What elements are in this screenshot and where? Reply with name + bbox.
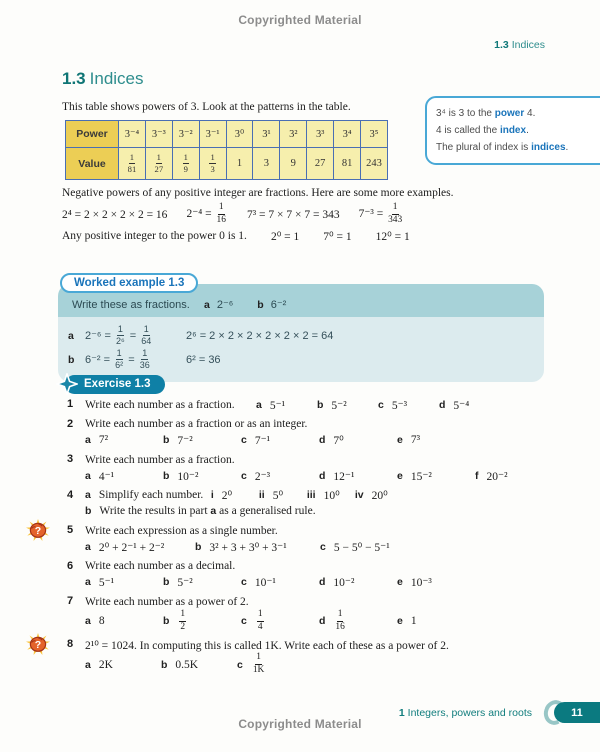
problem-part <box>320 540 390 554</box>
problem-part <box>195 540 320 554</box>
copyright-notice-top: Copyrighted Material <box>238 13 362 27</box>
problem-part <box>317 398 378 412</box>
problem-row <box>85 504 600 519</box>
answer-expression: 6⁻² = $\frac{1}{\text{6²}}$ = $\frac{1}{36}$ <box>85 347 150 371</box>
problem-part <box>378 398 439 412</box>
question-part <box>204 298 233 311</box>
power-cell: 3⁴ <box>334 121 361 148</box>
intro-paragraph: This table shows powers of 3. Look at the patterns in the table. <box>62 101 351 113</box>
part-label: c <box>241 469 247 482</box>
problem-part <box>241 433 319 447</box>
problem-part <box>163 610 241 633</box>
part-label: a <box>85 434 91 446</box>
problem-part <box>319 575 397 589</box>
problem-parts <box>85 575 475 589</box>
negative-powers-examples <box>62 203 552 226</box>
fraction <box>116 325 125 347</box>
part-value <box>255 610 266 633</box>
part-value: 7² <box>98 434 109 446</box>
zero-power-example: 2⁰ = 1 <box>270 231 300 243</box>
section-name: Indices <box>89 69 144 88</box>
part-value <box>177 610 188 633</box>
part-value: 10⁻² <box>177 470 199 483</box>
fraction-denominator: 16 <box>216 215 226 225</box>
part-value: 2⁰ + 2⁻¹ + 2⁻² <box>98 541 165 554</box>
part-value: 10⁻³ <box>410 577 432 589</box>
problem-parts <box>85 433 475 447</box>
copyright-notice-bottom: Copyrighted Material <box>238 717 362 731</box>
value-row-header: Value <box>66 148 119 180</box>
power-row-header: Power <box>66 121 119 148</box>
negative-powers-intro: Negative powers of any positive integer are fractions. Here are some more examples. <box>62 187 454 199</box>
problem-part <box>85 434 163 446</box>
problem-number: 5 <box>67 524 74 536</box>
negative-powers-section <box>62 187 552 243</box>
problem-number: 7 <box>67 595 74 607</box>
problem-part <box>85 575 163 589</box>
part-label: b <box>195 540 202 553</box>
fraction <box>388 203 402 226</box>
fraction-numerator: 1 <box>209 153 215 164</box>
powers-of-3-table <box>65 120 388 180</box>
fraction-denominator: 3 <box>210 164 215 174</box>
problem-part <box>256 398 317 412</box>
chapter-number: 1 <box>398 707 405 719</box>
fraction-numerator: 1 <box>156 153 162 164</box>
problem-part <box>163 575 241 589</box>
part-value: 7⁻² <box>177 435 193 447</box>
running-head <box>494 39 545 51</box>
problem-part <box>85 469 163 483</box>
worked-example-box <box>58 284 544 382</box>
keyword-bold: indices <box>531 142 566 154</box>
part-value: 5⁻² <box>177 577 193 589</box>
part-value: 10⁻¹ <box>254 577 276 589</box>
part-label: e <box>397 576 403 588</box>
part-value: 20⁻² <box>486 470 508 483</box>
section-number: 1.3 <box>62 69 86 88</box>
problem-number: 2 <box>67 417 74 430</box>
power-cell: 3² <box>280 121 307 148</box>
fraction-denominator: 16 <box>335 621 345 632</box>
problem-number: 1 <box>67 398 74 410</box>
problem-row <box>85 575 600 590</box>
part-label: b <box>163 576 170 588</box>
problem-text: Write each number as a power of 2. <box>85 595 249 608</box>
problem-part <box>397 575 475 589</box>
problem-row <box>85 468 600 483</box>
part-label: iii <box>306 489 316 501</box>
part-value: 5⁻² <box>331 399 347 412</box>
part-label: d <box>439 398 446 411</box>
problem-part <box>237 653 313 676</box>
part-value: 7³ <box>410 434 421 446</box>
svg-text:?: ? <box>34 525 42 537</box>
power-cell: 3⁻³ <box>145 121 172 148</box>
problem-row <box>85 397 600 412</box>
chapter-title: Integers, powers and roots <box>407 707 532 719</box>
problem-text: Simplify each number. <box>98 489 204 501</box>
fraction-numerator: 1 <box>116 349 123 360</box>
problem-part <box>85 540 195 554</box>
answer-label: a <box>68 329 74 342</box>
problem-text: Write the results in part a as a generalised rule. <box>99 505 316 517</box>
part-label: b <box>257 298 264 311</box>
problem-rows <box>85 397 600 412</box>
power-cell: 3³ <box>307 121 334 148</box>
part-label: d <box>319 615 326 628</box>
problem-rows <box>85 523 600 554</box>
problem-part <box>397 615 475 627</box>
fraction <box>140 349 150 371</box>
part-label: d <box>319 434 326 446</box>
problem-rows <box>85 452 600 483</box>
fraction-numerator: 1 <box>337 610 344 622</box>
value-cell: 9 <box>280 148 307 180</box>
answer-label: b <box>68 353 75 366</box>
part-value: 5⁰ <box>272 490 284 502</box>
part-label: a <box>85 658 91 671</box>
problem-part <box>259 488 307 502</box>
problem-part <box>307 488 355 502</box>
part-label: e <box>397 469 403 482</box>
fraction-denominator: 64 <box>141 336 152 347</box>
value-cell <box>172 148 199 180</box>
part-label: e <box>397 615 403 628</box>
part-value: 12⁻¹ <box>333 470 355 483</box>
value-cell: 81 <box>334 148 361 180</box>
answer-working: 2⁶ = 2 × 2 × 2 × 2 × 2 × 2 = 64 <box>186 329 334 342</box>
part-label: i <box>210 489 214 501</box>
exercise-problem <box>58 452 600 483</box>
part-label: d <box>319 469 326 482</box>
math-example: 7³ = 7 × 7 × 7 = 343 <box>246 208 340 221</box>
value-cell: 27 <box>307 148 334 180</box>
svg-text:?: ? <box>34 639 42 652</box>
answer-working: 6² = 36 <box>186 353 221 366</box>
part-label: c <box>241 576 247 588</box>
keyword-bold: a <box>210 505 217 517</box>
problem-row <box>85 433 600 448</box>
problem-number: 3 <box>67 453 74 465</box>
brain-question-icon <box>26 633 50 657</box>
power-cell: 3⁻¹ <box>199 121 226 148</box>
fraction-numerator: 1 <box>179 610 186 622</box>
problem-part <box>163 469 241 483</box>
part-value: 2⁻⁶ <box>216 299 234 311</box>
brain-question-icon <box>26 519 50 543</box>
problem-part <box>211 488 259 502</box>
fraction-denominator: 27 <box>154 164 164 174</box>
part-value <box>251 653 267 676</box>
power-cell: 3¹ <box>253 121 280 148</box>
part-label: c <box>241 615 247 628</box>
power-cell: 3⁻² <box>172 121 199 148</box>
fraction-denominator: 343 <box>388 215 403 225</box>
problem-row <box>85 488 600 503</box>
problem-part <box>397 434 475 446</box>
part-value: 7⁰ <box>333 435 344 447</box>
zero-power-example: 12⁰ = 1 <box>375 231 410 243</box>
page-number: 11 <box>554 702 600 723</box>
problem-number: 8 <box>67 638 74 651</box>
part-value: 8 <box>98 615 105 628</box>
exercise-problem <box>34 637 600 676</box>
part-value: 20⁰ <box>371 490 388 502</box>
problem-text: Write each number as a fraction or as an integer. <box>85 418 308 430</box>
question-part <box>257 298 286 311</box>
part-value: 2⁰ <box>221 490 233 502</box>
part-label: b <box>163 434 170 446</box>
problem-part <box>85 659 161 671</box>
running-head-number: 1.3 <box>494 39 509 51</box>
part-value: 1 <box>410 615 417 628</box>
fraction-denominator: 9 <box>183 164 188 174</box>
part-label: e <box>397 434 403 446</box>
problem-part <box>475 469 553 483</box>
part-value: 4⁻¹ <box>98 470 115 483</box>
fraction-numerator: 1 <box>129 153 135 164</box>
part-value: 7⁻¹ <box>254 435 271 447</box>
problem-number: 6 <box>67 559 74 572</box>
problem-part <box>397 469 475 483</box>
exercise-problem <box>58 559 600 590</box>
zero-power-example: Any positive integer to the power 0 is 1. <box>62 230 247 242</box>
math-example: 7⁻³ = $\frac{1}{343}$ <box>358 202 403 225</box>
part-value: 2K <box>98 658 113 671</box>
value-cell: 1 <box>226 148 253 180</box>
problem-parts <box>85 469 553 483</box>
answer-expression: 2⁻⁶ = $\frac{1}{\text{2⁶}}$ = $\frac{1}{64}$ <box>85 324 152 347</box>
worked-example <box>58 273 544 382</box>
value-cell: 243 <box>361 148 388 180</box>
answer-row <box>68 325 530 347</box>
power-cell: 3⁰ <box>226 121 253 148</box>
problem-text: Write each number as a fraction. <box>85 398 235 411</box>
answer-row <box>68 349 530 371</box>
part-value: 3² + 3 + 3⁰ + 3⁻¹ <box>209 541 287 554</box>
problem-part <box>355 488 403 502</box>
part-value <box>333 610 346 633</box>
fraction-numerator: 1 <box>255 653 262 665</box>
problem-text: Write each number as a decimal. <box>85 560 236 572</box>
value-row <box>66 148 388 180</box>
exercise-problem <box>58 397 600 412</box>
fraction <box>179 610 186 633</box>
problem-part <box>163 433 241 447</box>
value-cell <box>199 148 226 180</box>
sub-part-label: b <box>85 505 92 517</box>
problem-text: 2¹⁰ = 1024. In computing this is called 1K. Write each of these as a power of 2. <box>85 639 449 652</box>
question-parts <box>204 298 286 311</box>
fraction-numerator: 1 <box>257 610 264 622</box>
problem-text: Write each number as a fraction. <box>85 453 235 466</box>
part-label: a <box>85 469 91 482</box>
problem-row <box>85 610 600 633</box>
zero-power-example: 7⁰ = 1 <box>323 231 352 243</box>
problem-part <box>319 469 397 483</box>
problem-row <box>85 594 600 609</box>
problem-text: Write each expression as a single number. <box>85 524 278 537</box>
power-cell: 3⁻⁴ <box>119 121 146 148</box>
problem-parts <box>211 488 403 502</box>
part-value: 6⁻² <box>270 299 287 311</box>
problem-parts <box>85 610 475 633</box>
problem-rows <box>85 417 600 448</box>
problem-part <box>241 469 319 483</box>
fraction <box>115 349 123 371</box>
keyword-bold: index <box>499 125 527 137</box>
problem-part <box>85 615 163 627</box>
fraction-denominator: 4 <box>257 621 263 632</box>
part-label: iv <box>354 489 364 501</box>
problem-part <box>241 575 319 589</box>
fraction-denominator: 6² <box>115 360 124 371</box>
part-value: 5⁻⁴ <box>453 399 470 412</box>
problem-rows <box>85 559 600 590</box>
part-value: 10⁰ <box>323 490 340 502</box>
part-label: a <box>256 398 262 411</box>
fraction-numerator: 1 <box>183 153 189 164</box>
fraction <box>209 153 215 174</box>
power-row <box>66 121 388 148</box>
question-text: Write these as fractions. <box>72 298 190 311</box>
part-value: 10⁻² <box>333 577 355 589</box>
fraction-numerator: 1 <box>392 203 399 215</box>
problem-part <box>439 398 500 412</box>
problem-part <box>161 659 237 671</box>
part-label: a <box>85 615 91 628</box>
part-label: b <box>163 469 170 482</box>
exercise-header <box>56 373 165 395</box>
problem-parts <box>85 653 313 676</box>
part-value: 5⁻¹ <box>98 577 115 589</box>
exercise-problems <box>34 397 600 681</box>
part-label: f <box>475 469 479 482</box>
part-label: b <box>317 398 324 411</box>
fraction <box>183 153 189 174</box>
problem-row <box>85 452 600 467</box>
zero-power-line <box>62 229 552 243</box>
part-label: a <box>85 576 91 588</box>
note-line: 4 is called the index. <box>436 125 529 137</box>
fraction <box>217 203 226 226</box>
problem-row <box>85 637 600 652</box>
part-label: a <box>204 298 210 311</box>
problem-rows <box>85 637 600 676</box>
part-value: 5⁻³ <box>391 399 408 412</box>
part-label: d <box>319 576 326 588</box>
problem-row <box>85 523 600 538</box>
exercise-problem <box>58 488 600 519</box>
math-example: 2⁻⁴ = $\frac{1}{16}$ <box>186 202 226 225</box>
fraction <box>253 653 265 676</box>
part-label: c <box>237 658 243 671</box>
value-cell <box>119 148 146 180</box>
fraction <box>141 325 151 347</box>
fraction-numerator: 1 <box>143 325 150 336</box>
problem-row <box>85 539 600 554</box>
keyword-bold: power <box>494 108 525 119</box>
fraction-denominator: 2 <box>180 621 186 632</box>
fraction-denominator: 36 <box>139 360 150 371</box>
part-label: b <box>161 658 168 671</box>
problem-part <box>241 610 319 633</box>
part-value: 0.5K <box>175 658 199 671</box>
part-label: c <box>320 540 326 553</box>
exercise-problem <box>58 417 600 448</box>
problem-part <box>319 610 397 633</box>
problem-row <box>85 559 600 574</box>
fraction-numerator: 1 <box>141 349 148 360</box>
problem-parts <box>256 398 500 412</box>
worked-example-title: Worked example 1.3 <box>60 273 198 293</box>
running-head-title: Indices <box>511 39 545 51</box>
four-point-star-icon <box>56 373 78 395</box>
note-line: The plural of index is indices. <box>436 142 569 154</box>
section-title <box>62 69 144 89</box>
part-label: a <box>85 540 91 553</box>
part-label: c <box>378 398 384 411</box>
part-label: c <box>241 434 247 446</box>
fraction <box>155 153 164 174</box>
part-value: 5 − 5⁰ − 5⁻¹ <box>333 541 390 554</box>
fraction-numerator: 1 <box>218 203 225 215</box>
problem-rows <box>85 594 600 633</box>
part-value: 2⁻³ <box>254 470 271 483</box>
fraction-denominator: 2⁶ <box>116 336 125 347</box>
power-cell: 3⁵ <box>361 121 388 148</box>
problem-row <box>85 653 600 676</box>
fraction-denominator: 1K <box>252 665 265 676</box>
fraction-numerator: 1 <box>117 325 124 336</box>
part-label: b <box>163 615 170 628</box>
sub-part-label: a <box>85 489 91 501</box>
fraction <box>128 153 137 174</box>
problem-row <box>85 417 600 432</box>
fraction <box>335 610 344 633</box>
problem-number: 4 <box>67 488 74 501</box>
exercise-problem <box>58 594 600 633</box>
key-terms-note-box <box>425 96 600 165</box>
value-cell <box>145 148 172 180</box>
problem-rows <box>85 488 600 519</box>
part-value: 15⁻² <box>410 470 432 483</box>
exercise-title: Exercise 1.3 <box>65 375 165 394</box>
value-cell: 3 <box>253 148 280 180</box>
exercise-problem <box>34 523 600 554</box>
math-example: 2⁴ = 2 × 2 × 2 × 2 = 16 <box>62 208 168 221</box>
problem-parts <box>85 540 390 554</box>
problem-part <box>319 433 397 447</box>
fraction-denominator: 81 <box>127 164 137 174</box>
fraction <box>257 610 264 633</box>
part-value: 5⁻¹ <box>269 399 286 412</box>
part-label: ii <box>258 489 265 501</box>
note-line: 3⁴ is 3 to the power 4. <box>436 108 536 119</box>
